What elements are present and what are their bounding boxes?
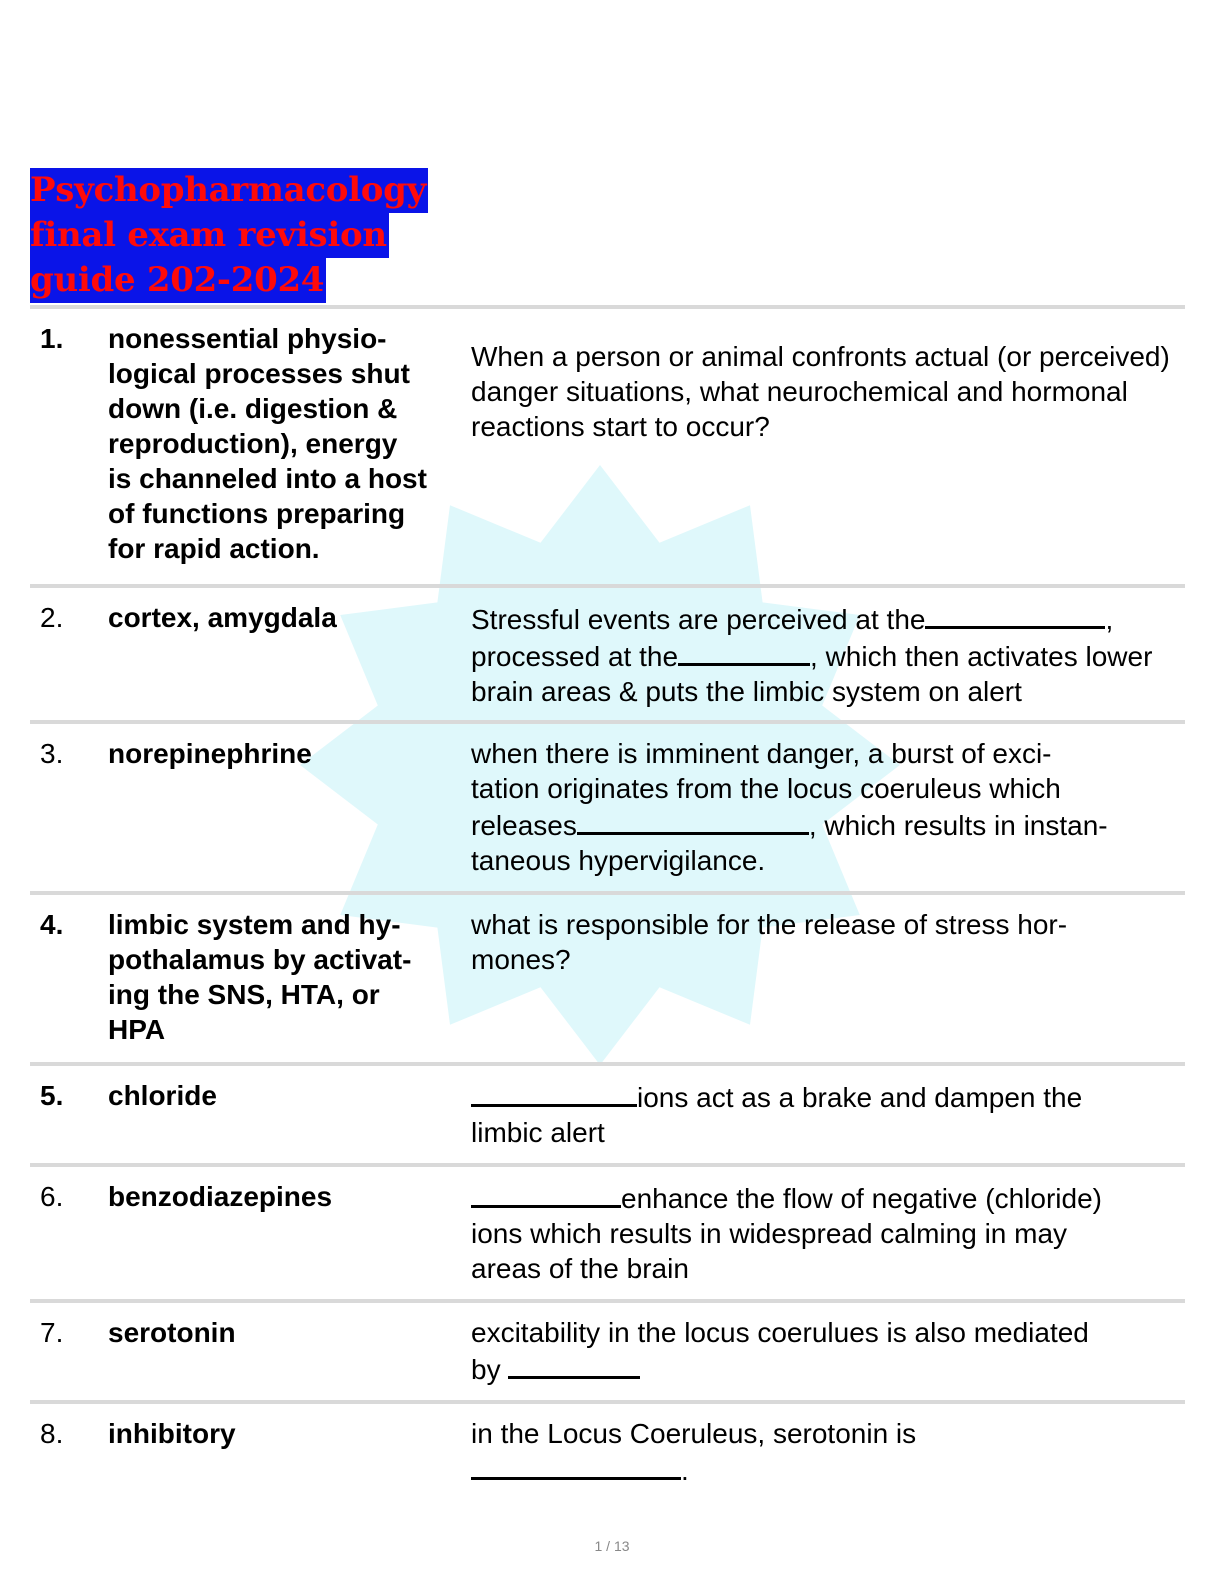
- document-title: [30, 168, 428, 303]
- answer-blank: [508, 1350, 640, 1379]
- definition-text: , which then activates lower brain areas & puts the limbic system on alert: [471, 641, 1153, 707]
- card-term: benzodiazepines: [108, 1181, 333, 1212]
- definition-text: ,: [1105, 604, 1114, 635]
- answer-blank: [925, 600, 1105, 629]
- flashcard-list: [30, 305, 1185, 1504]
- card-number: 2.: [40, 602, 64, 633]
- definition-text: excitability in the locus coerulues is also mediated: [471, 1317, 1089, 1348]
- title-line-3: guide 202-2024: [30, 258, 326, 303]
- definition-text: releases: [471, 810, 577, 841]
- definition-text: tation originates from the locus coeruleus which: [471, 773, 1061, 804]
- answer-blank: [471, 1451, 681, 1480]
- card-definition: [471, 600, 1186, 709]
- card-definition: [471, 736, 1186, 878]
- card-number: 3.: [40, 738, 64, 769]
- card-definition: [471, 1078, 1186, 1150]
- page-number: 1 / 13: [594, 1538, 630, 1554]
- card-number: 6.: [40, 1181, 64, 1212]
- definition-text: ions which results in widespread calming in may: [471, 1218, 1068, 1249]
- card-term: cortex, amygdala: [108, 602, 337, 633]
- card-number: 8.: [40, 1418, 64, 1449]
- answer-blank: [678, 637, 810, 666]
- definition-text: in the Locus Coeruleus, serotonin is: [471, 1418, 917, 1449]
- card-term: serotonin: [108, 1317, 236, 1348]
- card-number: 5.: [40, 1080, 64, 1111]
- definition-text: , which results in instan-: [808, 810, 1108, 841]
- card-term: chloride: [108, 1080, 217, 1111]
- flashcard-6: [30, 1163, 1185, 1299]
- definition-text: taneous hypervigilance.: [471, 845, 766, 876]
- card-term: nonessential physio- logical processes shut down (i.e. digestion & reproduction), energy is channeled into a host of functions preparing for rapid action.: [108, 323, 427, 564]
- card-definition: [471, 1179, 1186, 1286]
- flashcard-2: [30, 584, 1185, 720]
- flashcard-8: [30, 1400, 1185, 1504]
- title-line-2: final exam revision: [30, 213, 389, 258]
- definition-text: Stressful events are perceived at the: [471, 604, 926, 635]
- flashcard-1: [30, 305, 1185, 584]
- definition-text: .: [681, 1455, 689, 1486]
- definition-text: by: [471, 1354, 501, 1385]
- definition-text: when there is imminent danger, a burst of exci-: [471, 738, 1052, 769]
- definition-text: limbic alert: [471, 1117, 605, 1148]
- card-definition: [471, 1416, 1186, 1488]
- flashcard-5: [30, 1062, 1185, 1163]
- definition-text: enhance the flow of negative (chloride): [621, 1183, 1102, 1214]
- flashcard-3: [30, 720, 1185, 891]
- title-line-1: Psychopharmacology: [30, 168, 428, 213]
- definition-text: processed at the: [471, 641, 679, 672]
- card-number: 1.: [40, 323, 64, 354]
- card-definition: When a person or animal confronts actual (or perceived) danger situations, what neurochemical and hormonal reactions start to occur?: [471, 341, 1170, 442]
- answer-blank: [471, 1078, 637, 1107]
- card-definition: what is responsible for the release of stress hor- mones?: [471, 909, 1068, 975]
- card-number: 7.: [40, 1317, 64, 1348]
- card-term: limbic system and hy- pothalamus by activat- ing the SNS, HTA, or HPA: [108, 909, 412, 1045]
- answer-blank: [471, 1179, 621, 1208]
- card-term: norepinephrine: [108, 738, 312, 769]
- flashcard-7: [30, 1299, 1185, 1400]
- card-definition: [471, 1315, 1186, 1387]
- definition-text: ions act as a brake and dampen the: [637, 1082, 1083, 1113]
- card-number: 4.: [40, 909, 64, 940]
- answer-blank: [577, 806, 809, 835]
- definition-text: areas of the brain: [471, 1253, 689, 1284]
- flashcard-4: [30, 891, 1185, 1062]
- card-term: inhibitory: [108, 1418, 236, 1449]
